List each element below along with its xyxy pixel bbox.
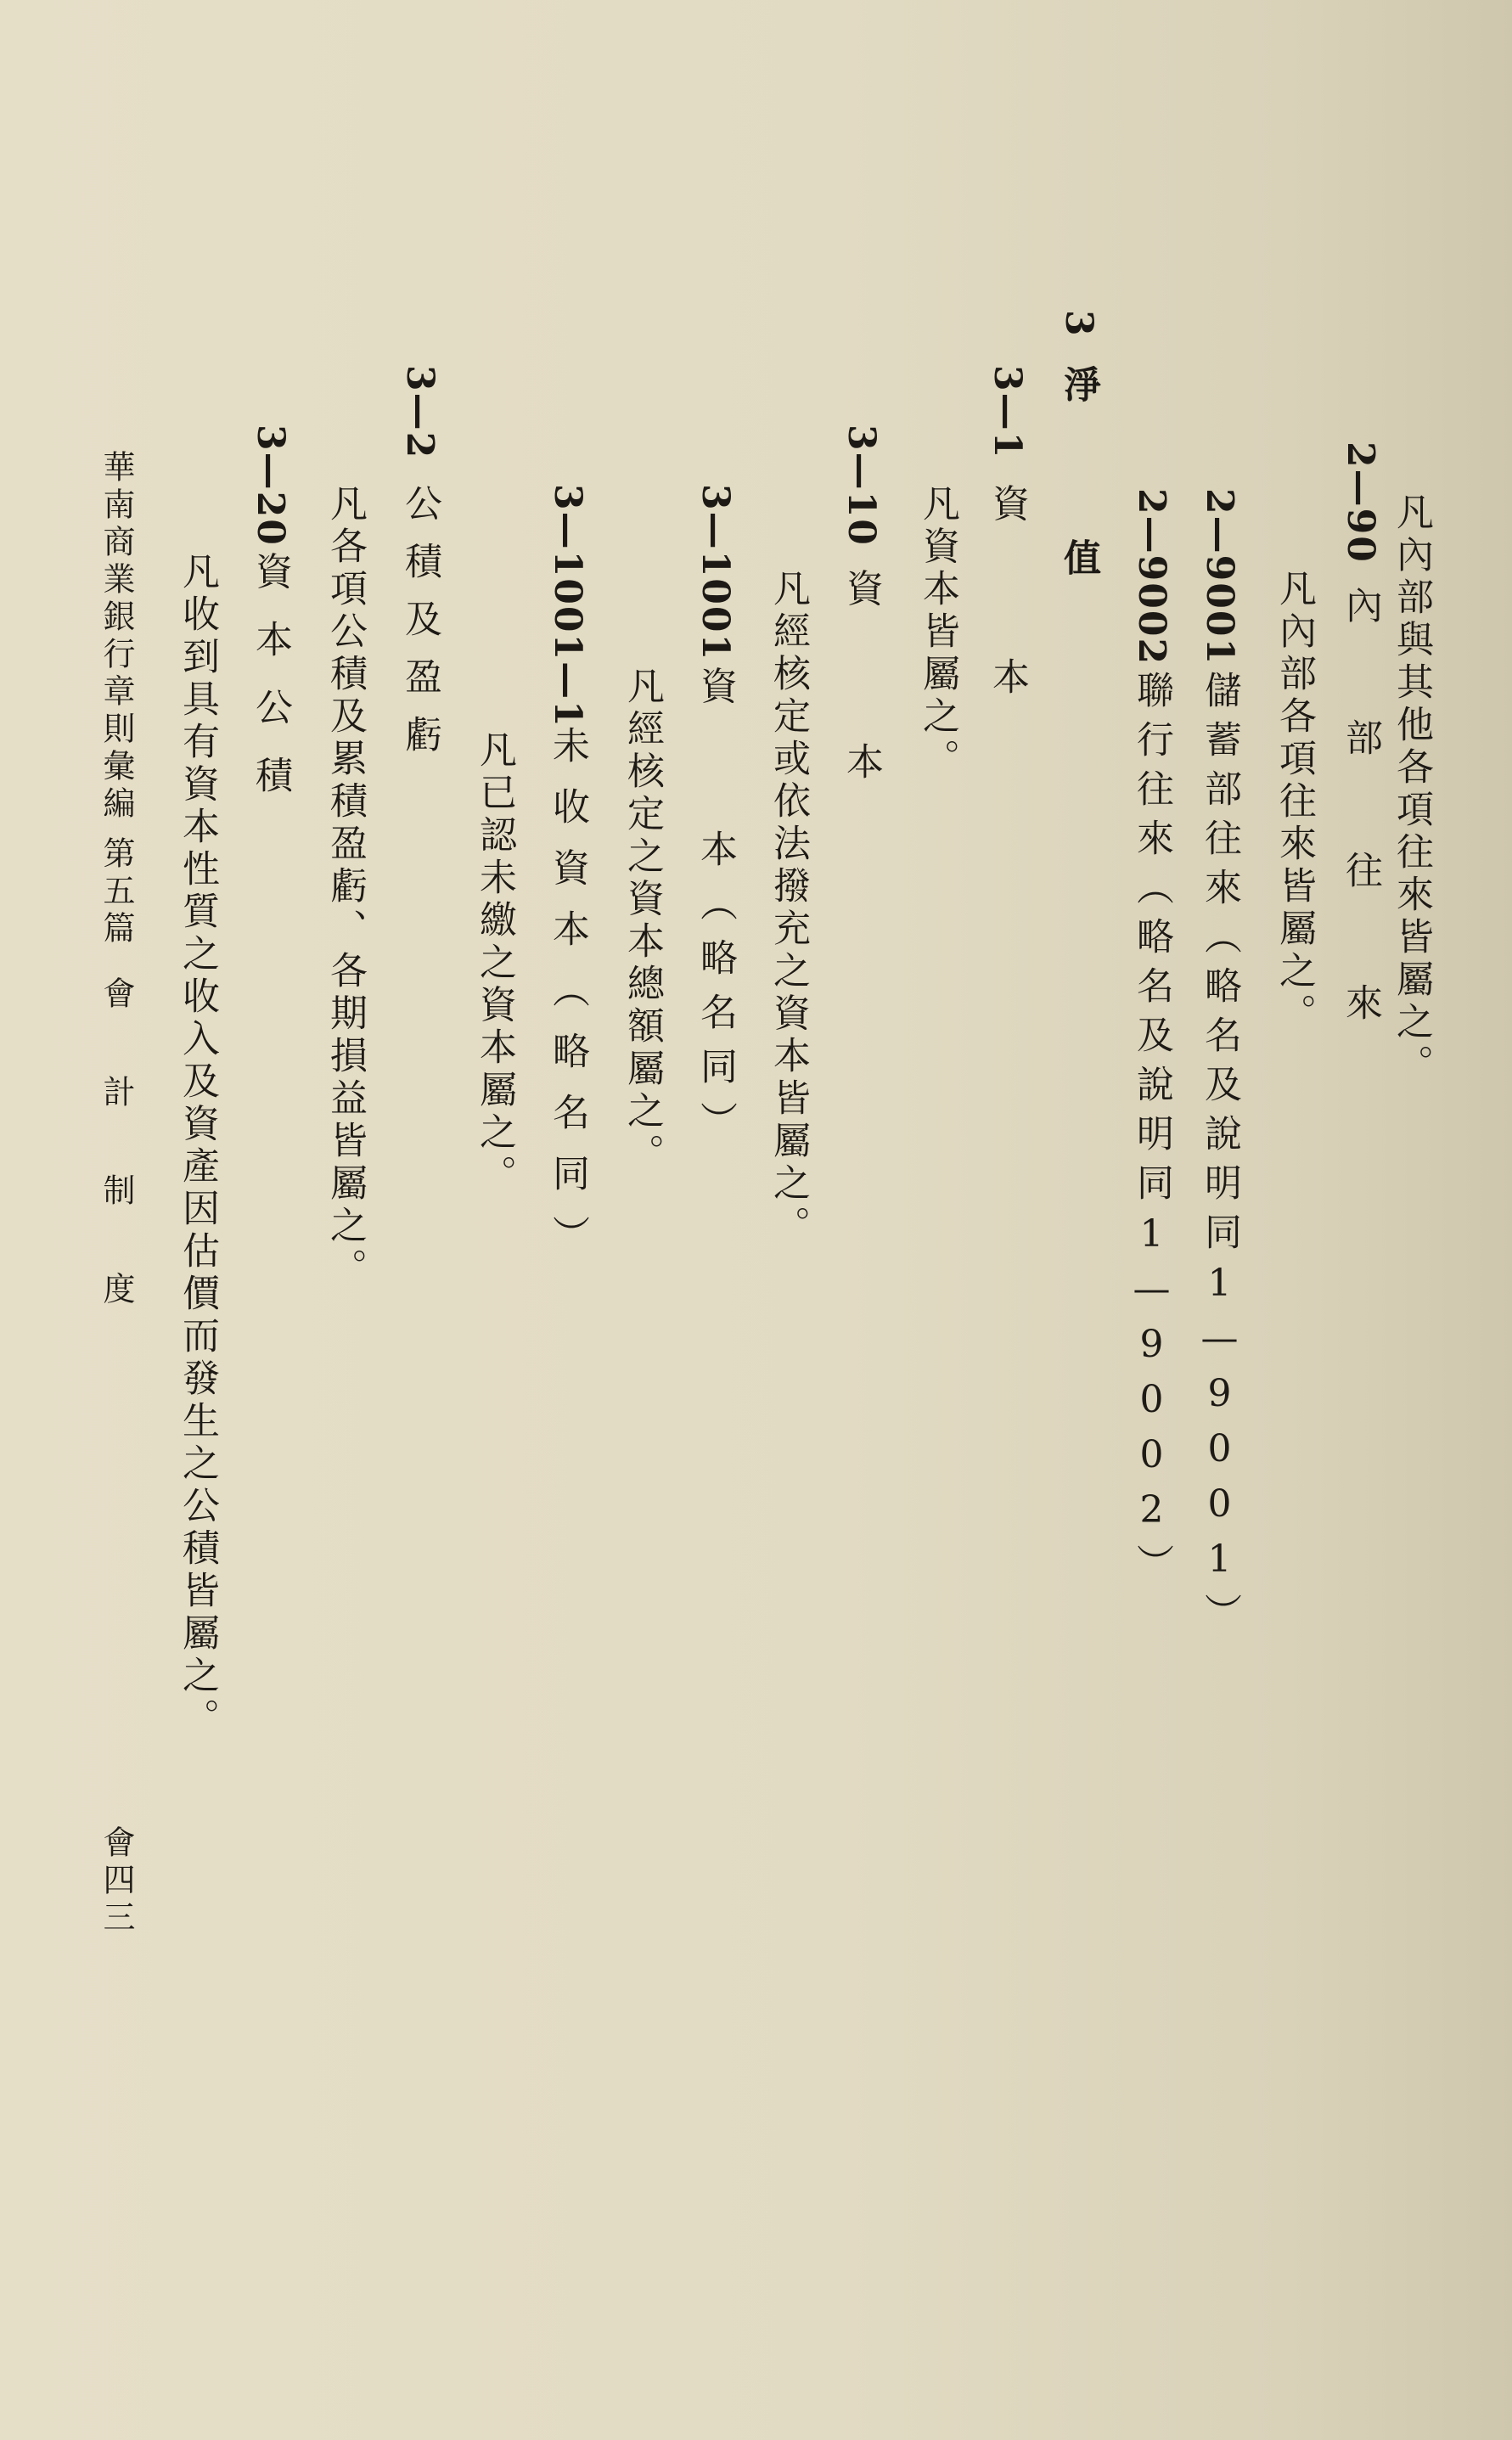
text-line: 凡各項公積及累積盈虧、各期損益皆屬之。 [323,484,367,1290]
text-line: 凡內部與其他各項往來皆屬之。 [1390,492,1433,1087]
account-title: 公積及盈虧 [398,484,441,773]
text-line: 凡內部各項往來皆屬之。 [1273,569,1316,1036]
account-code: 2—9002 [1130,488,1173,666]
account-code: 3—20 [249,424,292,547]
text-line: 凡經核定之資本總額屬之。 [621,666,664,1176]
text-line: 凡經核定或依法撥充之資本皆屬之。 [767,569,810,1248]
account-title: 聯行往來（略名及說明同1—9002） [1130,671,1173,1593]
account-title: 資 本 [840,569,883,800]
account-title: 資本公積 [249,552,292,824]
text-line: 凡已認未繳之資本屬之。 [473,730,516,1197]
page-number: 會四三 [98,1825,135,1937]
account-code: 3—2 [398,365,441,460]
chapter-label: 會 計 制 度 [98,976,135,1321]
account-title: 未收資本（略名同） [546,726,589,1276]
account-code: 2—90 [1339,441,1382,564]
account-code: 3—1001—1 [546,484,589,728]
text-line: 凡收到具有資本性質之收入及資產因估價而發生之公積皆屬之。 [176,552,219,1740]
account-title: 資 本 [986,484,1029,715]
account-code: 3—1 [986,365,1029,460]
account-title: 淨 值 [1057,365,1100,596]
account-title: 資 本（略名同） [694,666,737,1155]
account-code: 3—1001 [694,484,737,662]
book-title: 華南商業銀行章則彙編 [98,450,135,824]
text-line: 凡資本皆屬之。 [916,484,959,781]
account-code: 2—9001 [1198,488,1241,666]
account-code: 3 [1057,310,1100,338]
account-title: 儲蓄部往來（略名及說明同1—9001） [1198,671,1241,1642]
part-label: 第五篇 [98,836,135,948]
account-title: 內 部 往 來 [1339,586,1382,1049]
account-code: 3—10 [840,424,883,547]
